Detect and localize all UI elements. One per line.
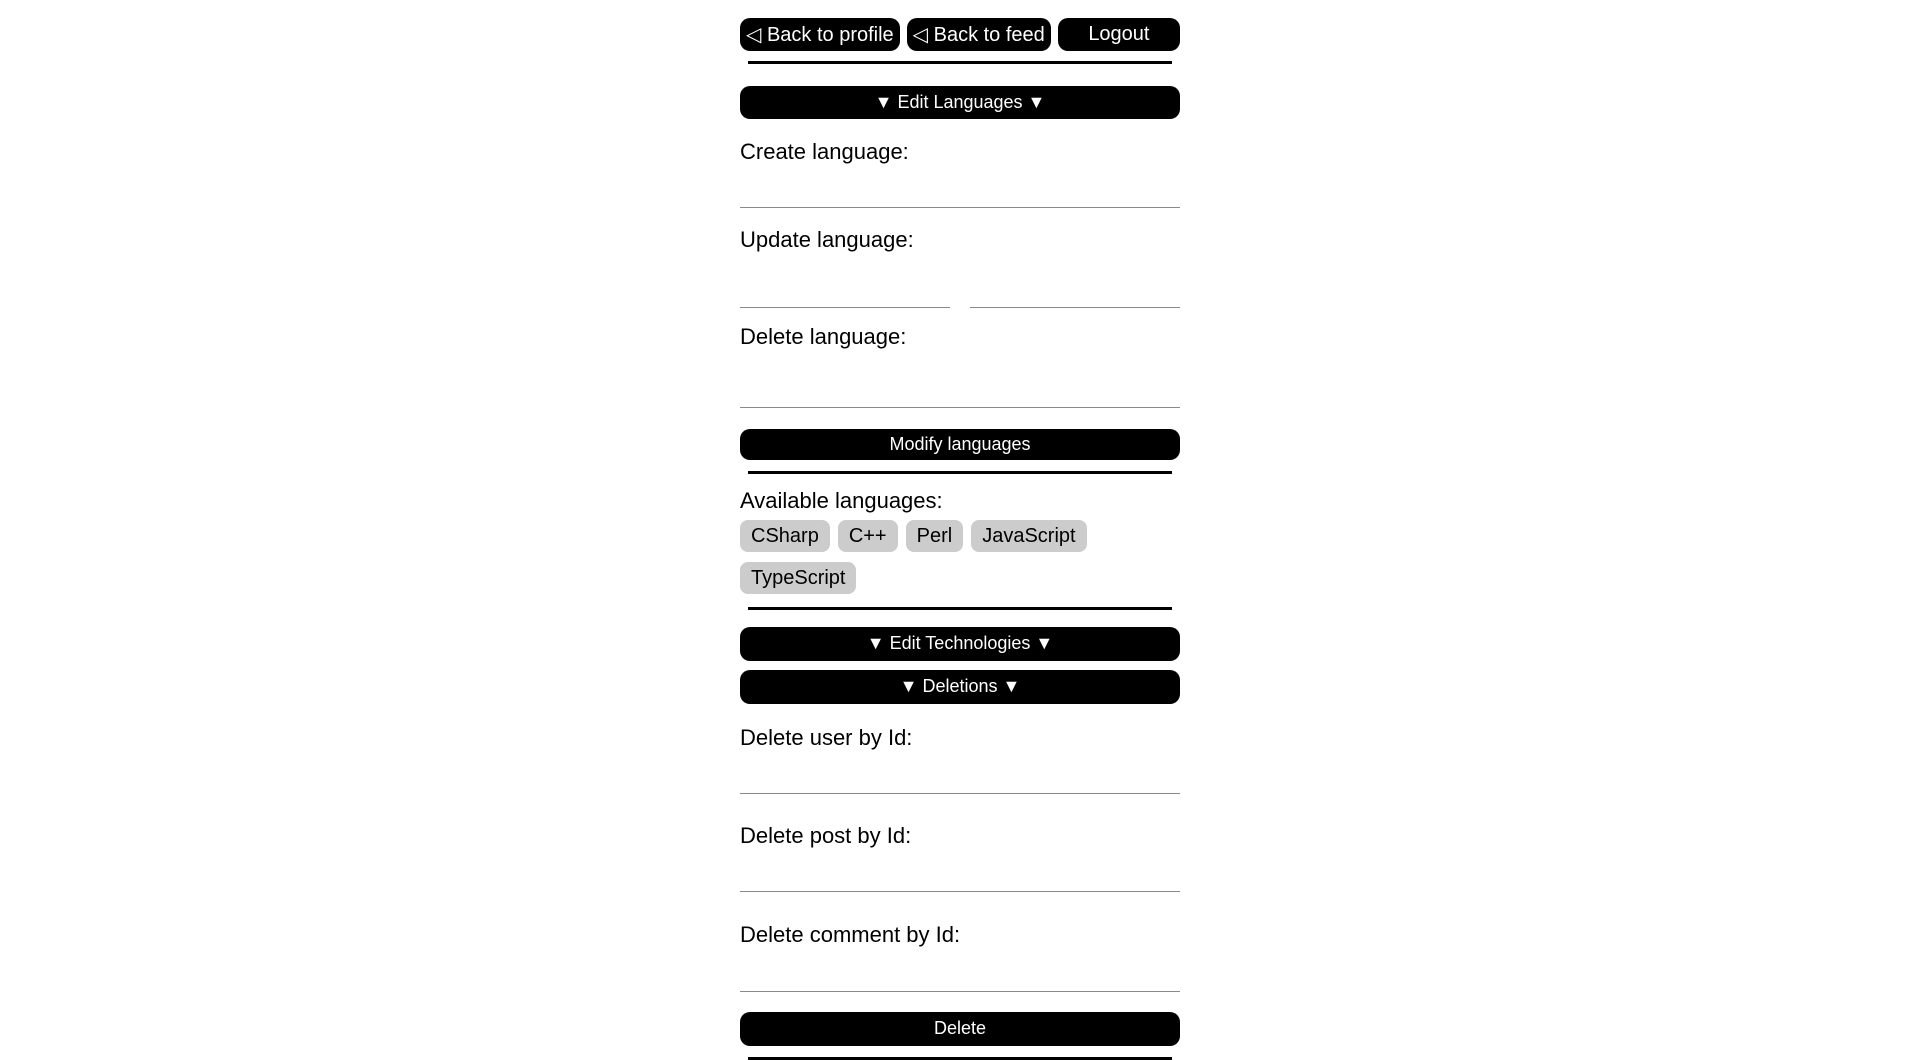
language-chip: JavaScript (971, 520, 1086, 552)
language-chip: CSharp (740, 520, 830, 552)
divider (748, 607, 1172, 610)
delete-user-id-input[interactable] (740, 764, 1180, 794)
language-chip-list (740, 520, 1180, 594)
create-language-input[interactable] (740, 178, 1180, 208)
create-language-label: Create language: (740, 139, 909, 164)
delete-button[interactable]: Delete (740, 1012, 1180, 1046)
admin-panel (740, 0, 1180, 1060)
deletions-toggle[interactable]: ▼ Deletions ▼ (740, 670, 1180, 704)
back-to-profile-button[interactable]: ◁ Back to profile (740, 18, 900, 51)
delete-language-label: Delete language: (740, 323, 907, 349)
edit-languages-toggle[interactable]: ▼ Edit Languages ▼ (740, 86, 1180, 119)
top-nav-row (740, 18, 1180, 51)
delete-comment-id-input[interactable] (740, 962, 1180, 992)
language-chip: Perl (906, 520, 964, 552)
available-languages-label: Available languages: (740, 488, 943, 514)
language-chip: C++ (838, 520, 898, 552)
logout-button[interactable]: Logout (1058, 18, 1180, 51)
delete-language-input[interactable] (740, 378, 1180, 408)
delete-post-label: Delete post by Id: (740, 822, 912, 848)
back-to-feed-button[interactable]: ◁ Back to feed (907, 18, 1051, 51)
update-language-inputs (740, 278, 1180, 308)
delete-comment-label: Delete comment by Id: (740, 922, 961, 948)
divider (748, 471, 1172, 474)
update-language-id-input[interactable] (740, 278, 950, 308)
divider (748, 61, 1172, 64)
update-language-name-input[interactable] (970, 278, 1180, 308)
edit-technologies-toggle[interactable]: ▼ Edit Technologies ▼ (740, 627, 1180, 661)
divider (748, 1057, 1172, 1060)
delete-user-label: Delete user by Id: (740, 724, 913, 750)
update-language-label: Update language: (740, 227, 914, 253)
delete-post-id-input[interactable] (740, 862, 1180, 892)
language-chip: TypeScript (740, 562, 856, 594)
modify-languages-button[interactable]: Modify languages (740, 429, 1180, 460)
